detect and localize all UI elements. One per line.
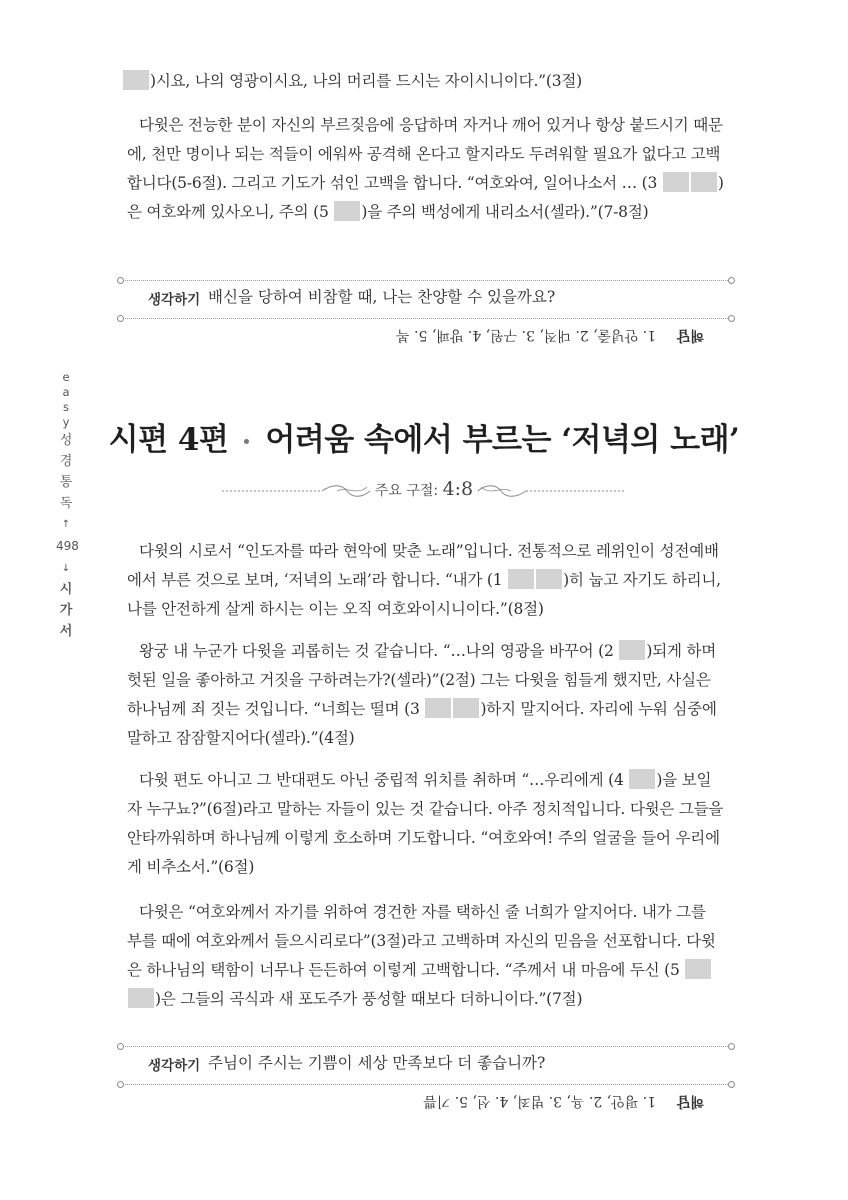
- paragraph: [127, 898, 725, 1014]
- key-verse-label: 주요 구절:: [374, 483, 439, 499]
- section-letter: 시: [59, 582, 73, 597]
- answer-label: 해답: [676, 1093, 704, 1109]
- answer-blank: [629, 769, 655, 789]
- answer-blank: [453, 698, 479, 718]
- paragraph-text: 다윗은 “여호와께서 자기를 위하여 경건한 자를 택하신 줄 너희가 알지어다. 내가 그를 부를 때에 여호와께서 들으시리로다”(3절)라고 고백하며 자신의 믿음을 선포합니다. 다윗은 하나님의 택함이 너무나 든든하여 이렇게 고백합니다. “주께서 내 마음에 두신 (5: [127, 903, 716, 979]
- divider-arrow: ↓: [61, 563, 71, 574]
- rule-endcap: [728, 1081, 735, 1088]
- answer-blank: [334, 201, 360, 221]
- paragraph-text: )되게 하며 헛된 일을 좋아하고 거짓을 구하려는가?(셀라)”(2절) 그는 다윗을 힘들게 했지만, 사실은 하나님께 죄 짓는 것입니다. “너희는 떨며 (3: [127, 642, 717, 718]
- answer-blank: [123, 70, 149, 90]
- paragraph-text: )하지 말지어다. 자리에 누워 심중에 말하고 잠잠할지어다(셀라).”(4절): [127, 700, 717, 747]
- rule-endcap: [117, 277, 124, 284]
- page-number: 498: [56, 539, 79, 553]
- rule-endcap: [117, 1081, 124, 1088]
- dotted-rule: [120, 280, 732, 281]
- paragraph: [127, 766, 725, 882]
- think-box: [120, 1042, 732, 1120]
- answer-key-upside-down: [120, 326, 732, 348]
- answer-label: 해답: [676, 327, 704, 343]
- series-korean: 통: [59, 475, 73, 490]
- paragraph-text: 다윗 편도 아니고 그 반대편도 아닌 중립적 위치를 취하며 “…우리에게 (4: [139, 771, 624, 789]
- running-header: [56, 370, 79, 642]
- divider-arrow: ↑: [61, 519, 71, 530]
- paragraph-text: )을 주의 백성에게 내리소서(셀라).”(7-8절): [361, 203, 649, 221]
- paragraph-text: 다윗은 전능한 분이 자신의 부르짖음에 응답하며 자거나 깨어 있거나 항상 붙드시기 때문에, 천만 명이나 되는 적들이 에워싸 공격해 온다고 할지라도 두려워할 필요가 없다고 고백합니다(5-6절). 그리고 기도가 섞인 고백을 합니다. “여호와여, 일어나소서 … (3: [127, 116, 723, 192]
- series-korean: 독: [59, 496, 73, 511]
- series-letter: y: [62, 415, 70, 429]
- paragraph: [127, 537, 725, 624]
- paragraph-continued: [122, 67, 720, 96]
- answer-blank: [536, 569, 562, 589]
- paragraph-text: )을 보일 자 누구뇨?”(6절)라고 말하는 자들이 있는 것 같습니다. 아주 정치적입니다. 다윗은 그들을 안타까워하며 하나님께 이렇게 호소하며 기도합니다. “여호와여! 주의 얼굴을 들어 우리에게 비추소서.”(6절): [127, 771, 724, 876]
- answer-blank: [663, 172, 689, 192]
- dotted-rule: [120, 318, 732, 319]
- think-question: 배신을 당하여 비참할 때, 나는 찬양할 수 있을까요?: [208, 288, 556, 306]
- rule-endcap: [728, 1043, 735, 1050]
- section-letter: 가: [59, 603, 73, 618]
- rule-endcap: [117, 315, 124, 322]
- chapter-number: 시편 4편: [108, 422, 229, 458]
- series-letter: s: [63, 400, 69, 414]
- title-separator-dot: [244, 439, 249, 444]
- answer-blank: [619, 640, 645, 660]
- paragraph-text: 다윗의 시로서 “인도자를 따라 현악에 맞춘 노래”입니다. 전통적으로 레위인이 성전예배에서 부른 것으로 보며, ‘저녁의 노래’라 합니다. “내가 (1: [127, 542, 719, 589]
- answer-blank: [425, 698, 451, 718]
- paragraph-text: )히 눕고 자기도 하리니, 나를 안전하게 살게 하시는 이는 오직 여호와이시니이다.”(8절): [127, 571, 721, 618]
- answer-key-upside-down: [120, 1092, 732, 1114]
- series-letter: a: [62, 385, 70, 399]
- rule-endcap: [728, 277, 735, 284]
- answer-blank: [128, 988, 154, 1008]
- rule-endcap: [117, 1043, 124, 1050]
- chapter-subtitle: 어려움 속에서 부르는 ‘저녁의 노래’: [265, 422, 740, 458]
- think-box: [120, 276, 732, 354]
- answer-text: 1. 평안, 2. 욕, 3. 범죄, 4. 선, 5. 기쁨: [423, 1093, 656, 1109]
- rule-endcap: [728, 315, 735, 322]
- chapter-title: [0, 414, 848, 459]
- answer-blank: [685, 959, 711, 979]
- paragraph: [127, 637, 725, 753]
- paragraph: [127, 111, 725, 227]
- think-question: 주님이 주시는 기쁨이 세상 만족보다 더 좋습니까?: [208, 1054, 546, 1072]
- ornament-right: [476, 482, 626, 500]
- paragraph-text: )은 그들의 곡식과 새 포도주가 풍성할 때보다 더하니이다.”(7절): [155, 990, 583, 1008]
- paragraph-text: 왕궁 내 누군가 다윗을 괴롭히는 것 같습니다. “…나의 영광을 바꾸어 (2: [139, 642, 614, 660]
- series-korean: 경: [59, 454, 73, 469]
- answer-text: 1. 안녕줄, 2. 대적, 3. 구원, 4. 방패, 5. 복: [396, 327, 656, 343]
- paragraph-text: )은 여호와께 있사오니, 주의 (5: [127, 174, 724, 221]
- series-korean: 성: [59, 433, 73, 448]
- think-label: 생각하기: [148, 292, 201, 308]
- answer-blank: [508, 569, 534, 589]
- key-verse-ref: 4:8: [442, 478, 474, 500]
- series-letter: e: [62, 370, 70, 384]
- dotted-rule: [120, 1046, 732, 1047]
- think-label: 생각하기: [148, 1058, 201, 1074]
- answer-blank: [691, 172, 717, 192]
- key-verse: [0, 478, 848, 500]
- section-letter: 서: [59, 624, 73, 639]
- paragraph-text: )시요, 나의 영광이시요, 나의 머리를 드시는 자이시니이다.”(3절): [150, 72, 583, 90]
- dotted-rule: [120, 1084, 732, 1085]
